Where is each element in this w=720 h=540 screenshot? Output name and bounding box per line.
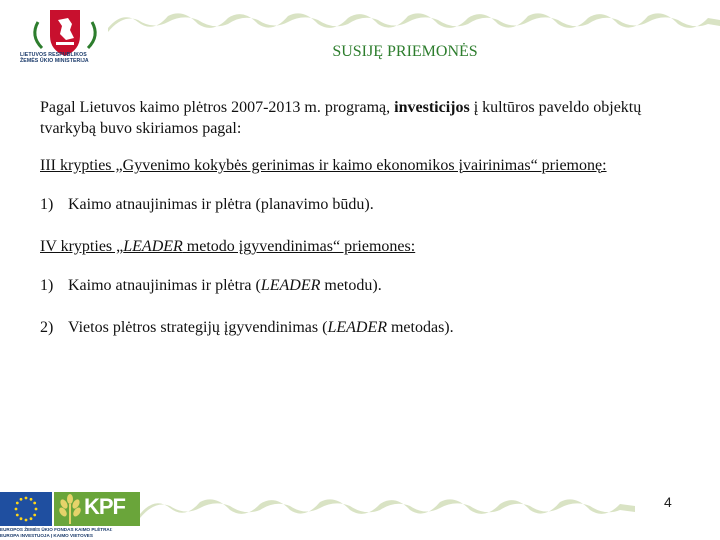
direction-4-heading — [40, 236, 680, 257]
list-item — [40, 317, 680, 338]
list-item-number: 1) — [40, 277, 54, 294]
list-item-italic: LEADER — [327, 319, 387, 336]
list-item-text-end: metodas). — [386, 319, 454, 336]
top-decorative-border — [108, 8, 720, 34]
fund-caption — [0, 527, 145, 538]
list-item-text: Kaimo atnaujinimas ir plėtra (planavimo būdu). — [68, 196, 374, 213]
intro-paragraph — [40, 97, 680, 139]
heading-text-end: metodo įgyvendinimas“ priemones: — [182, 238, 416, 255]
page-number: 4 — [664, 494, 672, 510]
bottom-decorative-border — [140, 494, 635, 520]
slide-title: SUSIJĘ PRIEMONĖS — [332, 43, 478, 60]
eu-flag-icon — [0, 492, 52, 526]
list-item-number: 2) — [40, 319, 54, 336]
list-item-text: Vietos plėtros strategijų įgyvendinimas ( — [68, 319, 328, 336]
heading-italic: LEADER — [123, 238, 183, 255]
list-item — [40, 194, 680, 215]
intro-text: Pagal Lietuvos kaimo plėtros 2007-2013 m. programą, — [40, 99, 395, 116]
kpf-logo — [54, 492, 140, 526]
slide-body — [40, 97, 680, 359]
heading-text: IV krypties „ — [40, 238, 124, 255]
list-item-italic: LEADER — [260, 277, 321, 294]
direction-3-heading: III krypties „Gyvenimo kokybės gerinimas ir kaimo ekonomikos įvairinimas“ priemonę: — [40, 157, 607, 174]
fund-caption-line: EUROPOS ŽEMĖS ŪKIO FONDAS KAIMO PLĖTRAI: — [0, 527, 113, 532]
list-item-number: 1) — [40, 196, 54, 213]
fund-caption-line: EUROPA INVESTUOJA Į KAIMO VIETOVES — [0, 532, 93, 538]
intro-bold: investicijos — [394, 99, 470, 116]
wheat-icon — [56, 494, 84, 524]
list-item-text: Kaimo atnaujinimas ir plėtra ( — [68, 277, 261, 294]
ministry-caption-line: ŽEMĖS ŪKIO MINISTERIJA — [20, 58, 89, 64]
list-item-text-end: metodu). — [320, 277, 382, 294]
ministry-caption-line: LIETUVOS RESPUBLIKOS — [20, 52, 87, 58]
list-item — [40, 275, 680, 296]
intro-text-end: į kultūros paveldo objektų tvarkybą buvo skiriamos pagal: — [40, 99, 642, 137]
kpf-logo-text: KPF — [84, 494, 125, 519]
